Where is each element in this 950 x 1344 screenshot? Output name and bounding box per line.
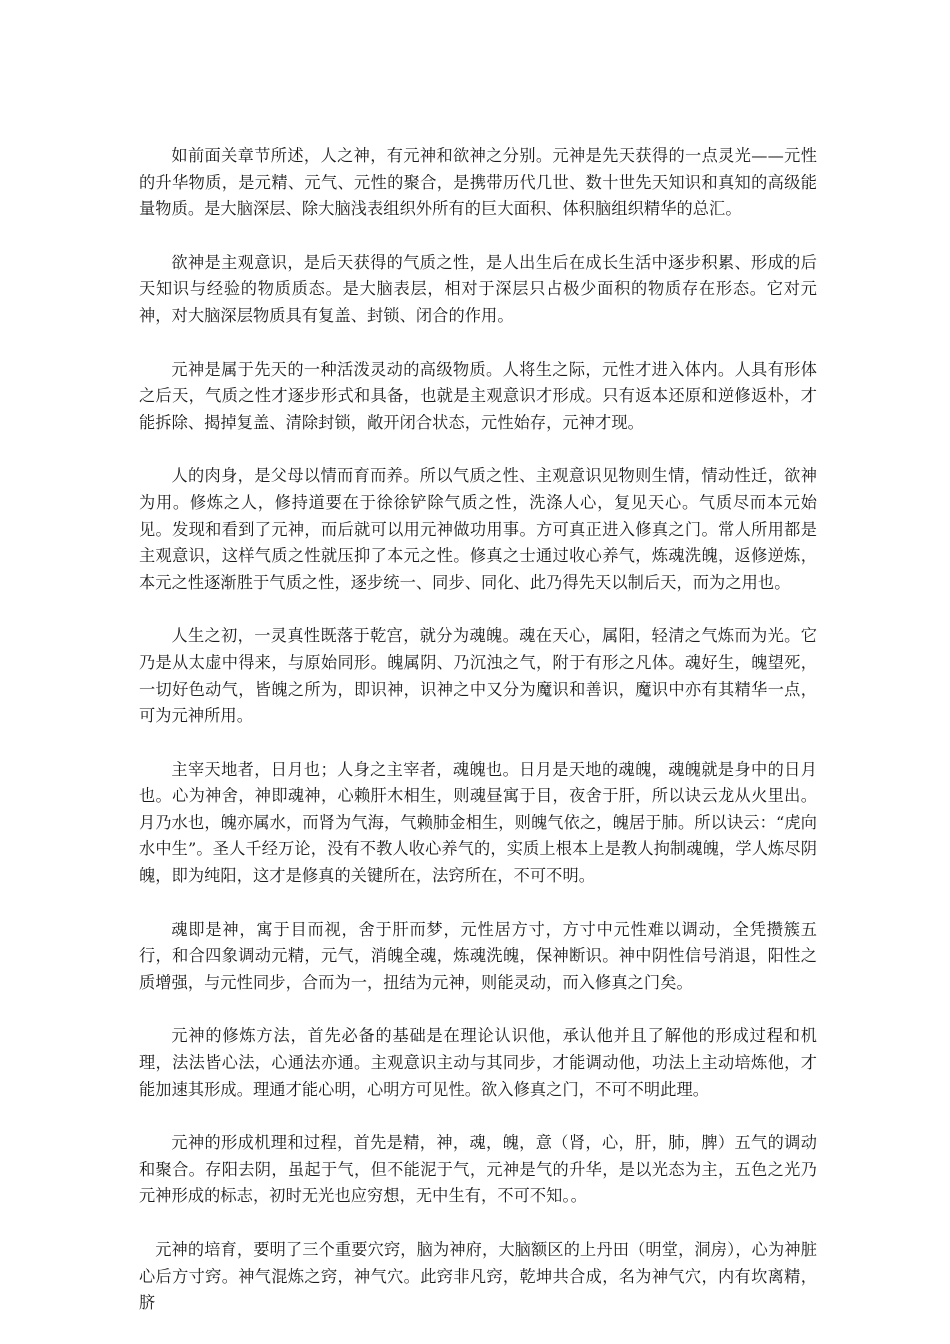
paragraph-5: 人生之初，一灵真性既落于乾宫，就分为魂魄。魂在天心，属阳，轻清之气炼而为光。它乃是从太虚中得来，与原始同形。魄属阴、乃沉浊之气，附于有形之凡体。魂好生，魄望死，一切好色动气，皆魄之所为，即识神，识神之中又分为魔识和善识，魔识中亦有其精华一点，可为元神所用。 xyxy=(139,626,817,726)
paragraph-7: 魂即是神，寓于目而视，舍于肝而梦，元性居方寸，方寸中元性难以调动，全凭攒簇五行，和合四象调动元精，元气，消魄全魂，炼魂洗魄，保神断识。神中阴性信号消退，阳性之质增强，与元性同步，合而为一，扭结为元神，则能灵动，而入修真之门矣。 xyxy=(139,919,817,992)
paragraph-3: 元神是属于先天的一种活泼灵动的高级物质。人将生之际，元性才进入体内。人具有形体之后天，气质之性才逐步形式和具备，也就是主观意识才形成。只有返本还原和逆修返朴，才能拆除、揭掉复盖、清除封锁，敞开闭合状态，元性始存，元神才现。 xyxy=(139,359,817,432)
paragraph-2: 欲神是主观意识，是后天获得的气质之性，是人出生后在成长生活中逐步积累、形成的后天知识与经验的物质质态。是大脑表层，相对于深层只占极少面积的物质存在形态。它对元神，对大脑深层物质具有复盖、封锁、闭合的作用。 xyxy=(139,252,817,325)
document-page xyxy=(139,143,817,1344)
paragraph-6: 主宰天地者，日月也；人身之主宰者，魂魄也。日月是天地的魂魄，魂魄就是身中的日月也。心为神舍，神即魂神，心赖肝木相生，则魂昼寓于目，夜舍于肝，所以诀云龙从火里出。月乃水也，魄亦属水，而肾为气海，气赖肺金相生，则魄气依之，魄居于肺。所以诀云：“虎向水中生”。圣人千经万论，没有不教人收心养气的，实质上根本上是教人拘制魂魄，学人炼尽阴魄，即为纯阳，这才是修真的关键所在，法窍所在，不可不明。 xyxy=(139,759,817,886)
paragraph-1: 如前面关章节所述，人之神，有元神和欲神之分别。元神是先天获得的一点灵光——元性的升华物质，是元精、元气、元性的聚合，是携带历代几世、数十世先天知识和真知的高级能量物质。是大脑深层、除大脑浅表组织外所有的巨大面积、体积脑组织精华的总汇。 xyxy=(139,146,817,219)
paragraph-10: 元神的培育，要明了三个重要穴窍，脑为神府，大脑额区的上丹田（明堂，洞房），心为神脏心后方寸窍。神气混炼之窍，神气穴。此窍非凡窍，乾坤共合成，名为神气穴，内有坎离精，脐 xyxy=(139,1240,817,1313)
paragraph-9: 元神的形成机理和过程，首先是精，神，魂，魄，意（肾，心，肝，肺，脾）五气的调动和聚合。存阳去阴，虽起于气，但不能泥于气，元神是气的升华，是以光态为主，五色之光乃元神形成的标志，初时无光也应穷想，无中生有，不可不知。。 xyxy=(139,1133,817,1206)
paragraph-4: 人的肉身，是父母以情而育而养。所以气质之性、主观意识见物则生情，情动性迁，欲神为用。修炼之人，修持道要在于徐徐铲除气质之性，洗涤人心，复见天心。气质尽而本元始见。发现和看到了元神，而后就可以用元神做功用事。方可真正进入修真之门。常人所用都是主观意识，这样气质之性就压抑了本元之性。修真之士通过收心养气，炼魂洗魄，返修逆炼，本元之性逐渐胜于气质之性，逐步统一、同步、同化、此乃得先天以制后天，而为之用也。 xyxy=(139,466,817,592)
paragraph-8: 元神的修炼方法，首先必备的基础是在理论认识他，承认他并且了解他的形成过程和机理，法法皆心法，心通法亦通。主观意识主动与其同步，才能调动他，功法上主动培炼他，才能加速其形成。理通才能心明，心明方可见性。欲入修真之门，不可不明此理。 xyxy=(139,1026,817,1099)
